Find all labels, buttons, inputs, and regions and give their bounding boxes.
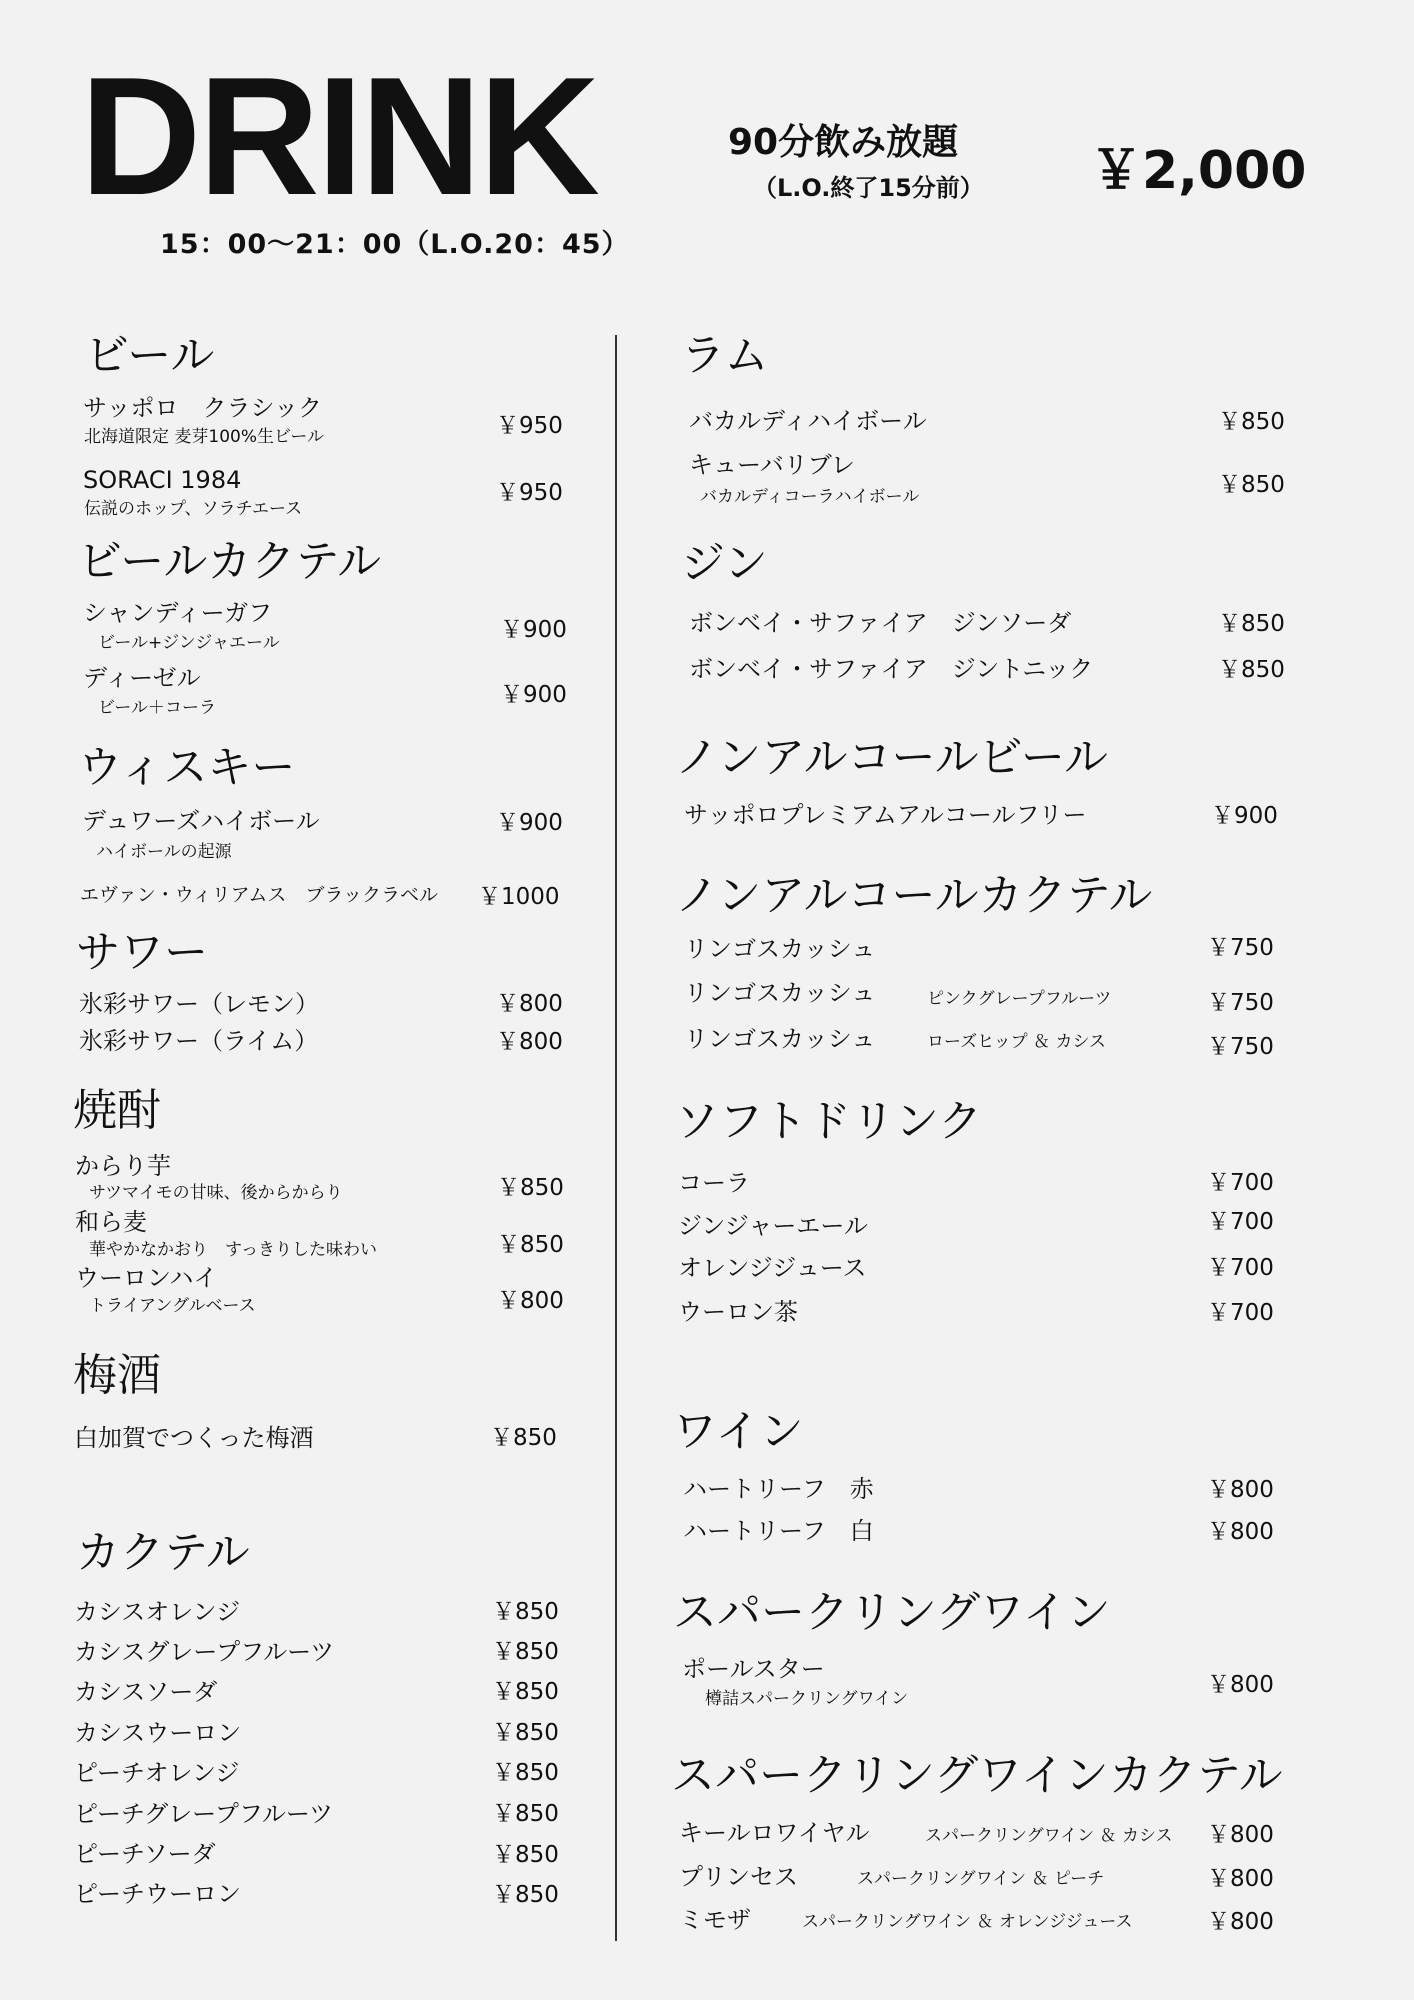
item-description: トライアングルベース — [89, 1296, 256, 1316]
item-price: ￥800 — [496, 1029, 563, 1055]
item-name: キューバリブレ — [689, 451, 855, 479]
item-description: バカルディコーラハイボール — [700, 487, 920, 507]
item-description: 北海道限定 麦芽100%生ビール — [84, 427, 324, 447]
item-name: サッポロ クラシック — [83, 394, 323, 422]
item-note: スパークリングワイン ＆ カシス — [925, 1826, 1173, 1846]
item-price: ￥800 — [1207, 1909, 1274, 1935]
section-title-beer-cocktail: ビールカクテル — [78, 536, 382, 587]
item-price: ￥850 — [492, 1599, 559, 1625]
item-price: ￥800 — [496, 991, 563, 1017]
item-price: ￥700 — [1207, 1300, 1274, 1326]
item-name: ピーチオレンジ — [74, 1759, 240, 1787]
section-title-rum: ラム — [681, 330, 769, 381]
item-price: ￥800 — [1207, 1822, 1274, 1848]
item-price: ￥750 — [1207, 935, 1274, 961]
section-title-beer: ビール — [85, 330, 215, 381]
item-name: ピーチウーロン — [74, 1880, 242, 1908]
item-name: ウーロンハイ — [75, 1264, 218, 1292]
item-price: ￥850 — [1218, 611, 1285, 637]
item-price: ￥850 — [492, 1720, 559, 1746]
item-name: SORACI 1984 — [83, 466, 242, 494]
section-title-nonalcohol-cocktail: ノンアルコールカクテル — [675, 870, 1153, 921]
item-name: キールロワイヤル — [679, 1819, 870, 1847]
item-name: プリンセス — [679, 1863, 799, 1891]
item-name: ピーチグレープフルーツ — [74, 1800, 333, 1828]
column-divider — [615, 335, 617, 1941]
item-name: エヴァン・ウィリアムス ブラックラベル — [80, 884, 438, 906]
item-name: からり芋 — [75, 1152, 171, 1180]
section-title-wine: ワイン — [673, 1406, 804, 1457]
item-name: ハートリーフ 白 — [683, 1517, 874, 1545]
item-name: リンゴスカッシュ — [684, 1025, 876, 1053]
item-name: ジンジャーエール — [678, 1212, 868, 1240]
item-price: ￥800 — [1207, 1672, 1274, 1698]
item-name: ウーロン茶 — [678, 1298, 798, 1326]
item-price: ￥850 — [492, 1760, 559, 1786]
item-price: ￥800 — [497, 1288, 564, 1314]
section-title-soft-drink: ソフトドリンク — [675, 1096, 983, 1147]
item-name: コーラ — [678, 1169, 750, 1197]
item-name: 和ら麦 — [75, 1208, 147, 1236]
item-price: ￥850 — [492, 1882, 559, 1908]
section-title-sparkling-wine-cocktail: スパークリングワインカクテル — [671, 1750, 1283, 1801]
item-price: ￥700 — [1207, 1209, 1274, 1235]
opening-hours: 15：00〜21：00（L.O.20：45） — [160, 229, 630, 260]
item-name: サッポロプレミアムアルコールフリー — [684, 801, 1087, 829]
item-name: カシスグレープフルーツ — [74, 1638, 335, 1666]
item-price: ￥950 — [496, 413, 563, 439]
item-description: ビール+ジンジャエール — [98, 633, 280, 653]
item-price: ￥850 — [1218, 409, 1285, 435]
item-description: ハイボールの起源 — [96, 842, 232, 862]
item-name: ピーチソーダ — [74, 1840, 216, 1868]
item-description: サツマイモの甘味、後からからり — [89, 1183, 343, 1203]
item-price: ￥700 — [1207, 1255, 1274, 1281]
item-description: ビール＋コーラ — [98, 698, 216, 718]
item-name: ポールスター — [682, 1655, 825, 1683]
item-name: 氷彩サワー（ライム） — [79, 1027, 319, 1055]
plan-note: （L.O.終了15分前） — [753, 174, 984, 202]
item-price: ￥750 — [1207, 1034, 1274, 1060]
item-name: ボンベイ・サファイア ジントニック — [689, 655, 1094, 683]
item-price: ￥850 — [1218, 657, 1285, 683]
item-price: ￥850 — [497, 1175, 564, 1201]
item-description: 伝説のホップ、ソラチエース — [84, 499, 303, 519]
item-price: ￥800 — [1207, 1519, 1274, 1545]
item-name: オレンジジュース — [678, 1254, 867, 1282]
item-name: カシスウーロン — [74, 1719, 242, 1747]
item-name: ミモザ — [679, 1906, 751, 1934]
item-name: ハートリーフ 赤 — [683, 1475, 874, 1503]
item-name: シャンディーガフ — [83, 599, 273, 627]
item-price: ￥850 — [1218, 472, 1285, 498]
item-name: リンゴスカッシュ — [684, 935, 876, 963]
item-price: ￥750 — [1207, 990, 1274, 1016]
item-name: 氷彩サワー（レモン） — [79, 990, 319, 1018]
item-price: ￥900 — [500, 682, 567, 708]
item-name: ディーゼル — [83, 664, 201, 692]
section-title-gin: ジン — [681, 538, 768, 589]
plan-title: 90分飲み放題 — [728, 122, 959, 163]
item-name: 白加賀でつくった梅酒 — [74, 1424, 314, 1452]
item-price: ￥850 — [492, 1842, 559, 1868]
item-description: 華やかなかおり すっきりした味わい — [89, 1240, 377, 1260]
item-price: ￥800 — [1207, 1866, 1274, 1892]
item-note: スパークリングワイン ＆ オレンジジュース — [802, 1912, 1133, 1932]
item-name: カシスオレンジ — [74, 1598, 241, 1626]
item-name: バカルディハイボール — [689, 407, 927, 435]
item-description: 樽詰スパークリングワイン — [705, 1689, 909, 1709]
item-price: ￥700 — [1207, 1170, 1274, 1196]
item-price: ￥850 — [492, 1639, 559, 1665]
item-note: ローズヒップ ＆ カシス — [927, 1032, 1106, 1052]
item-name: デュワーズハイボール — [82, 807, 320, 835]
item-price: ￥850 — [492, 1679, 559, 1705]
item-price: ￥850 — [497, 1232, 564, 1258]
item-price: ￥900 — [496, 810, 563, 836]
item-name: ボンベイ・サファイア ジンソーダ — [689, 609, 1072, 637]
item-note: ピンクグレープフルーツ — [927, 989, 1112, 1009]
page-title: DRINK — [80, 42, 597, 230]
item-note: スパークリングワイン ＆ ピーチ — [857, 1869, 1105, 1889]
item-price: ￥900 — [500, 617, 567, 643]
item-name: カシスソーダ — [74, 1678, 218, 1706]
item-price: ￥900 — [1211, 803, 1278, 829]
item-price: ￥800 — [1207, 1477, 1274, 1503]
section-title-whisky: ウィスキー — [78, 742, 296, 793]
item-price: ￥1000 — [478, 884, 560, 910]
section-title-cocktail: カクテル — [76, 1527, 250, 1578]
item-price: ￥850 — [492, 1801, 559, 1827]
section-title-umeshu: 梅酒 — [73, 1350, 161, 1401]
item-price: ￥850 — [490, 1425, 557, 1451]
item-name: リンゴスカッシュ — [684, 979, 876, 1007]
item-price: ￥950 — [496, 480, 563, 506]
section-title-nonalcohol-beer: ノンアルコールビール — [675, 732, 1108, 783]
plan-price: ￥2,000 — [1090, 141, 1307, 201]
section-title-sour: サワー — [76, 927, 208, 978]
section-title-shochu: 焼酎 — [73, 1085, 161, 1136]
section-title-sparkling-wine: スパークリングワイン — [673, 1587, 1111, 1638]
